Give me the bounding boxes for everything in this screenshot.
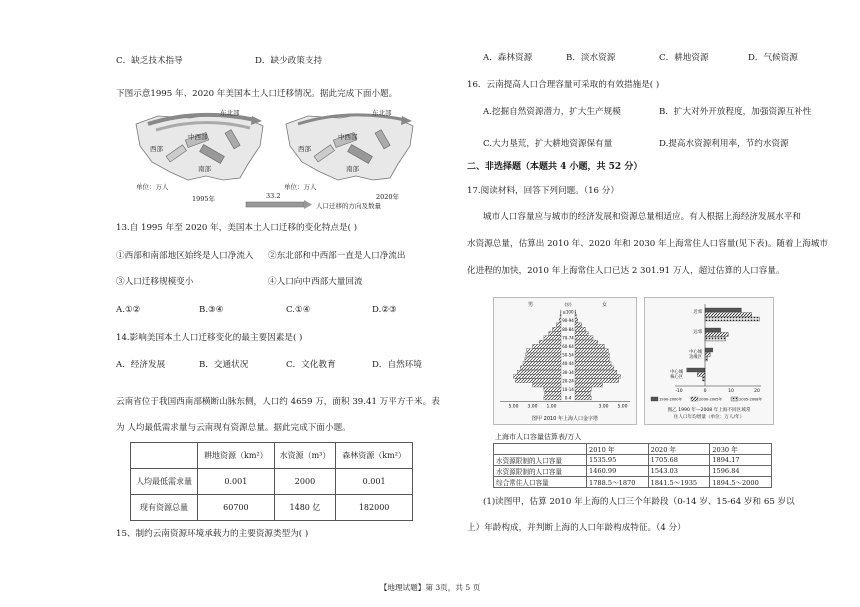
pyramid-female-bar <box>575 375 621 379</box>
resource-table-row1-label: 人均最低需求量 <box>131 469 198 495</box>
growth-bar <box>705 357 708 361</box>
q17-material-line-3: 化进程的加快，2010 年上海常住人口已达 2 301.91 万人，超过估算的人口容量。 <box>467 266 785 276</box>
capacity-table-r3-2020: 1841.5～1935 <box>648 477 710 488</box>
q15-option-a[interactable]: A．森林资源 <box>483 53 533 63</box>
q17-stem: 17.阅读材料，回答下列问题。（16 分） <box>467 186 619 196</box>
legend-text: 人口迁移的方向及数量 <box>316 202 381 210</box>
resource-table-row2-water: 1480 亿 <box>274 495 336 521</box>
map1-region-northeast: 东北部 <box>220 109 240 117</box>
pyramid-x-tick: 5.00 <box>508 404 519 410</box>
q13-statement-2: ②东北部和中西部一直是人口净流出 <box>268 251 406 261</box>
pyramid-age-label: 0-4 <box>564 395 572 401</box>
resource-table-row2-label: 现有资源总量 <box>131 495 198 521</box>
growth-group-label: 中心城 <box>689 350 702 355</box>
growth-legend-item: 1990-2000年 <box>659 397 683 402</box>
map1-region-south: 南部 <box>198 165 211 173</box>
capacity-table-r1-2010: 1535.95 <box>587 455 649 466</box>
resource-table-header-forest: 森林资源（km²） <box>336 443 413 469</box>
growth-bar <box>705 353 710 357</box>
resource-table-header-farmland: 耕地资源（km²） <box>198 443 275 469</box>
growth-bar <box>705 328 721 332</box>
population-pyramid-figure <box>493 297 637 425</box>
q16-option-a[interactable]: A.挖掘自然资源潜力，扩大生产规模 <box>483 107 621 117</box>
pyramid-x-tick: 3.00 <box>527 404 538 410</box>
q13-statement-1: ①西部和南部地区始终是人口净流入 <box>116 251 254 261</box>
capacity-table-header-2010: 2010 年 <box>587 444 649 455</box>
pyramid-male-bar <box>556 323 561 327</box>
pyramid-x-tick: 1.00 <box>546 404 557 410</box>
q16-option-c[interactable]: C.大力垦荒，扩大耕地资源保有量 <box>483 139 613 149</box>
legend-value: 33.2 <box>266 192 281 200</box>
resource-table-row2-forest: 182000 <box>336 495 413 521</box>
q14-option-c[interactable]: C．文化教育 <box>286 360 336 370</box>
resource-table-row1-farmland: 0.001 <box>198 469 275 495</box>
pyramid-male-bar <box>520 366 561 370</box>
map2-unit: 单位：万人 <box>284 183 317 191</box>
pyramid-male-bar <box>525 357 561 361</box>
q14-option-a[interactable]: A．经济发展 <box>116 360 166 370</box>
capacity-table-corner <box>494 444 587 455</box>
q17-material-line-2: 水资源总量，估算出 2010 年、2020 年和 2030 年上海常住人口容量(见下表)。随着上海城市 <box>467 239 828 249</box>
pyramid-caption: 图甲 2010 年上海人口金字塔 <box>532 416 598 422</box>
pyramid-female-bar <box>575 366 614 370</box>
capacity-table-r2-label: 水资源限制的人口容量 <box>494 466 587 477</box>
pyramid-age-label: 90-94 <box>562 318 574 324</box>
growth-bar <box>705 317 760 321</box>
q15-option-d[interactable]: D．气候资源 <box>748 53 798 63</box>
pyramid-male-bar <box>517 370 561 374</box>
growth-legend-item: 2000-2005年 <box>699 397 723 402</box>
pyramid-female-bar <box>575 336 593 340</box>
map1-region-west: 西部 <box>150 145 163 153</box>
growth-bar-figure <box>644 297 774 425</box>
pyramid-x-tick: 5.00 <box>617 404 628 410</box>
pyramid-male-bar <box>544 387 561 391</box>
pyramid-male-bar <box>514 375 562 379</box>
growth-bar <box>697 373 705 377</box>
pyramid-female-bar <box>575 362 611 366</box>
pyramid-male-bar <box>515 379 561 383</box>
growth-bar <box>705 333 728 337</box>
pyramid-male-bar <box>533 383 562 387</box>
pyramid-male-bar <box>552 327 561 331</box>
pyramid-age-label: 30-34 <box>562 369 574 375</box>
q13-stem: 13.自 1995 年至 2020 年，美国本土人口迁移的变化特点是( ) <box>116 223 358 233</box>
growth-x-tick: 20 <box>754 389 760 394</box>
q14-stem: 14.影响美国本土人口迁移变化的最主要因素是( ) <box>116 333 303 343</box>
growth-group-label: 核心区 <box>670 375 683 380</box>
pyramid-male-bar <box>526 353 561 357</box>
pyramid-age-label: 10-14 <box>562 387 574 392</box>
yunnan-intro-line-1: 云南省位于我国西南部横断山脉东侧，人口约 4659 万，面积 39.41 万平方千米。表 <box>116 397 440 407</box>
pyramid-male-bar <box>533 344 562 348</box>
growth-bar <box>705 337 726 341</box>
q15-option-c[interactable]: C．耕地资源 <box>659 53 709 63</box>
pyramid-female-bar <box>575 323 582 327</box>
pyramid-male-bar <box>549 332 561 336</box>
growth-bar <box>702 377 705 381</box>
q17-sub1-line-2: 上）年龄构成，并判断上海的人口年龄构成特征。（4 分） <box>467 523 686 533</box>
pyramid-female-bar <box>575 392 590 396</box>
q16-option-d[interactable]: D.提高水资源利用率，节约水资源 <box>659 139 789 149</box>
resource-table-header-water: 水资源（m³） <box>274 443 336 469</box>
q16-stem: 16．云南提高人口合理容量可采取的有效措施是( ) <box>467 80 660 90</box>
pyramid-male-label: 男 <box>528 302 534 308</box>
q13-statement-4: ④人口向中西部大量回流 <box>268 277 363 287</box>
growth-bar <box>687 368 705 372</box>
capacity-table-r2-2020: 1543.03 <box>648 466 710 477</box>
q15-stem: 15、制约云南资源环境承载力的主要资源类型为( ) <box>116 529 309 539</box>
pyramid-male-bar <box>523 362 561 366</box>
q13-option-a[interactable]: A.①② <box>116 305 141 315</box>
capacity-table-header-2030: 2030 年 <box>710 444 772 455</box>
capacity-table-r1-label: 水资源限制的人口容量 <box>494 455 587 466</box>
map1-unit: 单位：万人 <box>136 183 169 191</box>
map2-year: 2020年 <box>376 193 400 201</box>
pyramid-age-label: 60-64 <box>562 344 574 349</box>
pyramid-female-bar <box>575 387 591 391</box>
capacity-table-header-2020: 2020 年 <box>648 444 710 455</box>
q14-option-b[interactable]: B．交通状况 <box>199 360 249 370</box>
pyramid-female-bar <box>575 310 576 314</box>
pyramid-female-bar <box>575 379 619 383</box>
q13-option-d[interactable]: D.②③ <box>372 305 397 315</box>
growth-caption-line-1: 图乙 1990 年—2008 年上海不同区域常 <box>667 408 751 413</box>
pyramid-female-bar <box>575 319 578 323</box>
migration-maps-figure <box>128 106 438 210</box>
pyramid-female-bar <box>575 340 598 344</box>
capacity-table-r3-2010: 1788.5～1870 <box>587 477 649 488</box>
pyramid-female-bar <box>575 396 591 400</box>
map2-region-northeast: 东北部 <box>372 109 392 117</box>
capacity-table <box>493 443 772 488</box>
map2-region-west: 西部 <box>298 145 311 153</box>
growth-bar <box>705 308 741 312</box>
q15-option-b[interactable]: B．淡水资源 <box>566 53 616 63</box>
resource-table-corner <box>131 443 198 469</box>
map-intro: 下图示意1995 年、2020 年美国本土人口迁移情况。据此完成下面小题。 <box>116 89 398 99</box>
population-pyramid-chart <box>494 298 636 424</box>
section-2-heading: 二、非选择题（本题共 4 小题，共 52 分） <box>467 162 643 172</box>
pyramid-x-tick: 3.00 <box>598 404 609 410</box>
map1-year: 1995年 <box>192 195 216 203</box>
q13-option-c[interactable]: C.①④ <box>286 305 311 315</box>
q17-sub1-line-1: (1)读图甲，估算 2010 年上海的人口三个年龄段（0-14 岁、15-64 岁和 65 岁以 <box>483 497 795 507</box>
page-footer: 【地理试题】第 3页，共 5 页 <box>379 583 481 592</box>
q14-option-d[interactable]: D．自然环境 <box>372 360 422 370</box>
pyramid-female-bar <box>575 353 609 357</box>
growth-x-tick: 10 <box>728 389 734 394</box>
pyramid-female-bar <box>575 357 609 361</box>
q13-statement-3: ③人口迁移规模变小 <box>116 277 194 287</box>
pyramid-male-bar <box>527 349 561 353</box>
capacity-table-r3-label: 综合常住人口容量 <box>494 477 587 488</box>
pyramid-male-bar <box>544 336 561 340</box>
growth-x-tick: -10 <box>675 389 683 394</box>
growth-group-label: 中心城 <box>670 370 683 375</box>
pyramid-age-label: 40-44 <box>562 361 574 367</box>
growth-x-tick: 0 <box>703 389 707 394</box>
pyramid-female-bar <box>575 383 603 387</box>
growth-legend-item: 2005-2008年 <box>739 397 763 402</box>
pyramid-female-bar <box>575 370 617 374</box>
map1-region-midwest: 中西部 <box>188 133 208 141</box>
map2-region-south: 南部 <box>346 165 359 173</box>
pyramid-age-label: 70-74 <box>562 335 574 341</box>
yunnan-intro-line-2: 为 人均最低需求量与云南现有资源总量。据此完成下面小题。 <box>116 423 351 433</box>
pyramid-female-bar <box>575 332 588 336</box>
resource-table-row1-water: 2000 <box>274 469 336 495</box>
capacity-table-r2-2030: 1596.84 <box>710 466 772 477</box>
pyramid-male-bar <box>544 396 561 400</box>
pyramid-male-bar <box>559 319 561 323</box>
prev-option-d: D．缺少政策支持 <box>255 56 323 66</box>
resource-table-row1-forest: 0.001 <box>336 469 413 495</box>
q13-option-b[interactable]: B.③④ <box>199 305 224 315</box>
capacity-table-r3-2030: 1894.5～2000 <box>710 477 772 488</box>
capacity-table-r1-2030: 1894.17 <box>710 455 772 466</box>
resource-table <box>130 442 413 521</box>
prev-option-c: C．缺乏技术指导 <box>116 56 183 66</box>
growth-bar <box>705 313 752 317</box>
capacity-table-r2-2010: 1460.99 <box>587 466 649 477</box>
pyramid-age-label: 50-54 <box>562 352 574 358</box>
pyramid-age-label: ≥100 <box>562 309 574 315</box>
q16-option-b[interactable]: B．扩大对外开放程度，加强资源互补性 <box>659 107 812 117</box>
pyramid-female-bar <box>575 349 608 353</box>
capacity-table-r1-2020: 1705.68 <box>648 455 710 466</box>
pyramid-age-unit: (岁) <box>564 302 572 307</box>
pyramid-female-bar <box>575 344 604 348</box>
growth-bar <box>705 348 713 352</box>
pyramid-male-bar <box>545 392 561 396</box>
growth-group-label: 远郊 <box>693 330 702 335</box>
pyramid-female-bar <box>575 327 585 331</box>
capacity-table-title: 上海市人口容量估算表/万人 <box>495 433 582 441</box>
pyramid-female-bar <box>575 314 576 318</box>
pyramid-male-bar <box>560 314 561 318</box>
growth-bar-chart <box>645 298 773 424</box>
growth-caption-line-2: 住人口年均增量（单位：万人/年） <box>673 415 745 420</box>
pyramid-male-bar <box>539 340 561 344</box>
pyramid-age-label: 80-84 <box>562 326 574 332</box>
q17-material-line-1: 城市人口容量应与城市的经济发展和资源总量相适应。有人根据上海经济发展水平和 <box>483 212 801 222</box>
map2-region-midwest: 中西部 <box>338 133 358 141</box>
growth-group-label: 近郊 <box>693 310 702 315</box>
pyramid-age-label: 20-24 <box>562 378 574 384</box>
pyramid-female-label: 女 <box>602 302 608 308</box>
growth-group-label: 边缘区 <box>689 355 702 360</box>
resource-table-row2-farmland: 60700 <box>198 495 275 521</box>
